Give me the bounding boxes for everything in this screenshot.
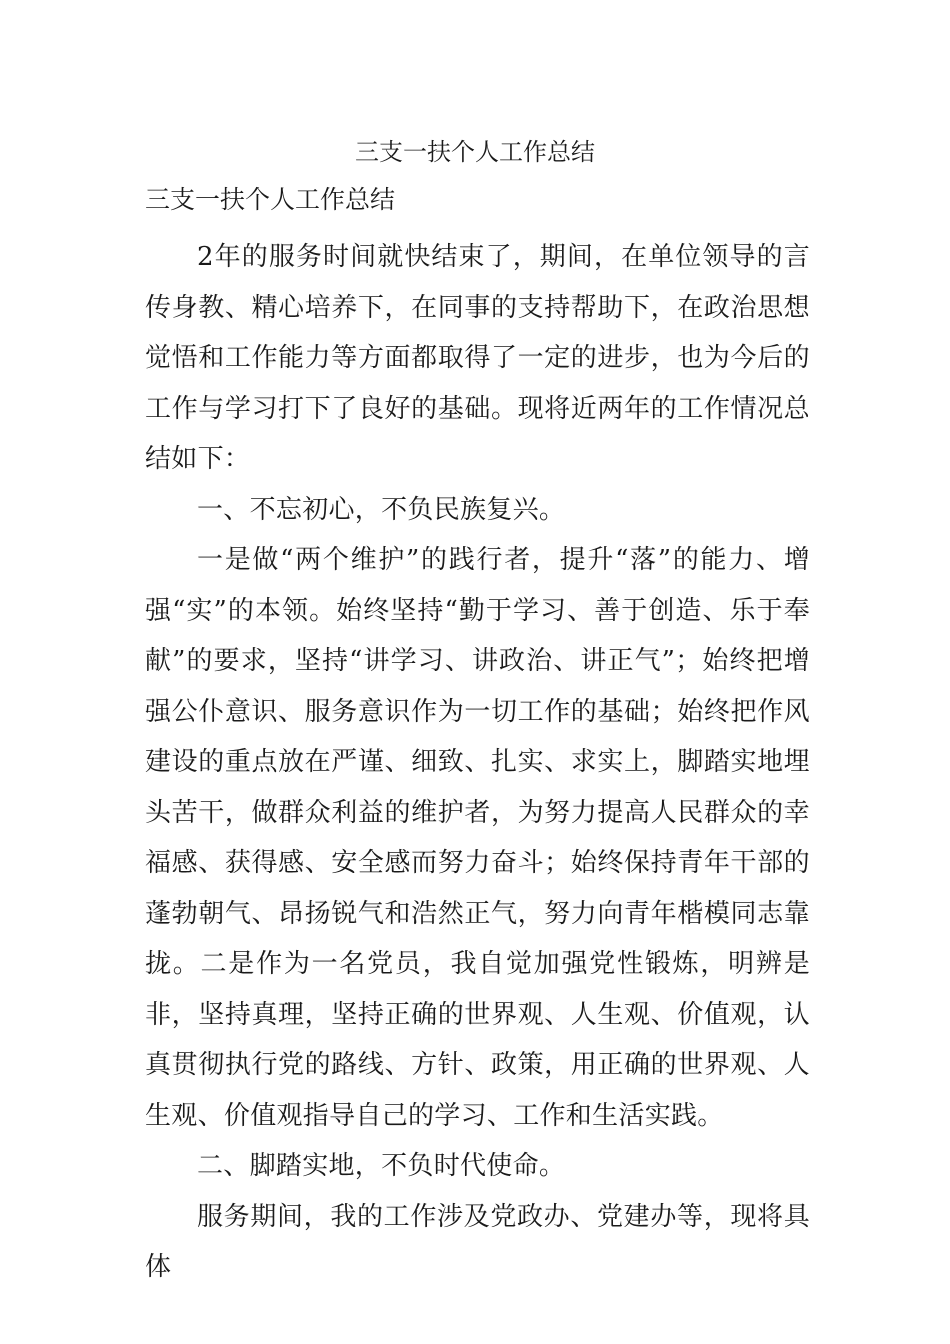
paragraph-section-2: 服务期间，我的工作涉及党政办、党建办等，现将具体 (145, 1201, 810, 1282)
section-heading-1: 一、不忘初心，不负民族复兴。 (197, 494, 566, 525)
paragraph-section-1: 一是做“两个维护”的践行者，提升“落”的能力、增强“实”的本领。始终坚持“勤于学习、善于创造、乐于奉献”的要求，坚持“讲学习、讲政治、讲正气”；始终把增强公仆意识、服务意识作为一切工作的基础；始终把作风建设的重点放在严谨、细致、扎实、求实上，脚踏实地埋头苦干，做群众利益的维护者，为努力提高人民群众的幸福感、获得感、安全感而努力奋斗；始终保持青年干部的蓬勃朝气、昂扬锐气和浩然正气，努力向青年楷模同志靠拢。二是作为一名党员，我自觉加强党性锻炼，明辨是非，坚持真理，坚持正确的世界观、人生观、价值观，认真贯彻执行党的路线、方针、政策，用正确的世界观、人生观、价值观指导自己的学习、工作和生活实践。 (145, 545, 810, 1131)
document-body (145, 232, 810, 1293)
paragraph-intro: 2年的服务时间就快结束了，期间，在单位领导的言传身教、精心培养下，在同事的支持帮助下，在政治思想觉悟和工作能力等方面都取得了一定的进步，也为今后的工作与学习打下了良好的基础。现将近两年的工作情况总结如下： (145, 242, 810, 474)
section-heading-2: 二、脚踏实地，不负时代使命。 (197, 1151, 566, 1181)
document-title: 三支一扶个人工作总结 (355, 138, 595, 166)
document-subtitle: 三支一扶个人工作总结 (145, 185, 396, 214)
